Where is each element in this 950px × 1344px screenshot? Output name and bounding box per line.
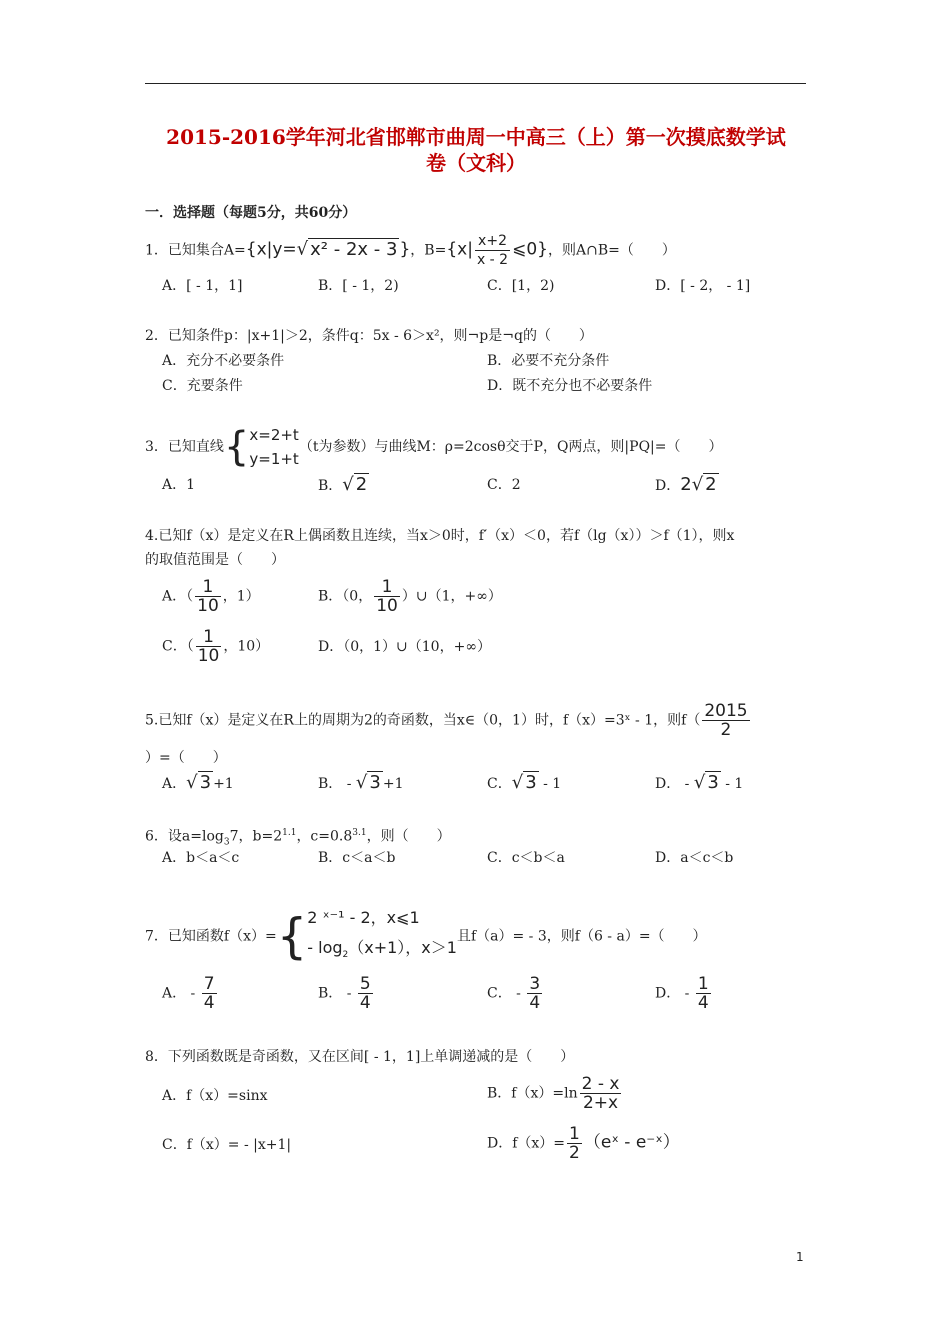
question-8: 8．下列函数既是奇函数，又在区间[ - 1，1]上单调递减的是（ ）	[145, 1049, 575, 1065]
q3-option-c: C．2	[487, 477, 521, 493]
q8-option-d: D．f（x）= $\frac{1}{2}$ （eˣ - e⁻ˣ）	[487, 1124, 680, 1163]
q1-option-b: B．[ - 1，2)	[318, 278, 399, 294]
q5-option-b: B． - √ 3 +1	[318, 772, 404, 793]
question-4-line-1: 4.已知f（x）是定义在R上偶函数且连续，当x＞0时，f′（x）＜0，若f（lg（x））＞f（1），则x	[145, 528, 735, 544]
q4-option-a: A．（ $\frac{1}{10}$ ，1）	[162, 577, 260, 616]
q6-option-d: D．a＜c＜b	[655, 850, 734, 866]
q8-option-a: A．f（x）=sinx	[162, 1088, 268, 1104]
question-2: 2．已知条件p：|x+1|＞2，条件q：5x - 6＞x²，则¬p是¬q的（ ）	[145, 328, 593, 344]
q7-option-b: B． - $\frac{5}{4}$	[318, 974, 371, 1013]
q2-option-a: A．充分不必要条件	[162, 353, 285, 369]
question-7: 7．已知函数f（x）={ 2 ˣ⁻¹ - 2，x⩽1 - $\log_2(x+1)$，x＞1 且f（a）= - 3，则f（6 - a）=（ ）	[145, 903, 707, 970]
q6-option-c: C．c＜b＜a	[487, 850, 565, 866]
q1-option-c: C．[1，2)	[487, 278, 555, 294]
q3-option-b: B．√ 2	[318, 474, 368, 495]
q1-option-d: D．[ - 2， - 1]	[655, 278, 751, 294]
question-5-line-2: ）=（ ）	[145, 750, 227, 766]
page-number: 1	[796, 1250, 804, 1264]
piecewise-cases: 2 ˣ⁻¹ - 2，x⩽1 - $\log_2(x+1)$，x＞1	[307, 908, 457, 961]
set-a-open: {x|y=	[245, 239, 297, 260]
question-4-line-2: 的取值范围是（ ）	[145, 552, 285, 568]
q4-option-b: B．（0， $\frac{1}{10}$ ）∪（1，+∞）	[318, 577, 502, 616]
exam-title	[120, 124, 832, 176]
q4-option-c: C．（ $\frac{1}{10}$ ，10）	[162, 627, 270, 666]
brace: {	[223, 424, 250, 470]
title-line-1: 2015-2016学年河北省邯郸市曲周一中高三（上）第一次摸底数学试	[166, 125, 786, 149]
title-line-2: 卷（文科）	[426, 151, 526, 175]
q7-option-a: A． - $\frac{7}{4}$	[162, 974, 215, 1013]
q5-option-d: D． - √ 3 - 1	[655, 772, 744, 793]
q5-option-a: A．√ 3 +1	[162, 772, 234, 793]
question-3: 3．已知直线{ x=2+t y=1+t （t为参数）与曲线M：ρ=2cosθ交于P，Q两点，则|PQ|=（ ）	[145, 424, 723, 470]
piecewise-brace: {	[276, 908, 308, 965]
question-1: 1．已知集合A={x|y=√ x² - 2x - 3 }，B={x| $\frac{x+2}{x - 2}$ ⩽0}，则A∩B=（ ）	[145, 233, 676, 268]
question-5-line-1: 5.已知f（x）是定义在R上的周期为2的奇函数，当x∈（0，1）时，f（x）=3ˣ - 1，则f（ $\frac{2015}{2}$	[145, 701, 748, 740]
section-heading: 一．选择题（每题5分，共60分）	[145, 205, 357, 221]
header-rule	[145, 83, 806, 84]
fraction: $\frac{x+2}{x - 2}$	[476, 233, 509, 268]
equation-system: x=2+t y=1+t	[249, 426, 299, 468]
q2-option-b: B．必要不充分条件	[487, 353, 610, 369]
q6-option-b: B．c＜a＜b	[318, 850, 396, 866]
q8-option-c: C．f（x）= - |x+1|	[162, 1137, 292, 1153]
q7-option-d: D． - $\frac{1}{4}$	[655, 974, 709, 1013]
q6-option-a: A．b＜a＜c	[162, 850, 240, 866]
q8-option-b: B．f（x）=ln $\frac{2 - x}{2+x}$	[487, 1074, 620, 1113]
sqrt-expression: √ x² - 2x - 3	[296, 238, 398, 260]
q2-option-c: C．充要条件	[162, 378, 243, 394]
q1-option-a: A．[ - 1，1]	[162, 278, 243, 294]
q3-option-a: A．1	[162, 477, 196, 493]
q5-option-c: C．√ 3 - 1	[487, 772, 562, 793]
q3-option-d: D．2√ 2	[655, 474, 717, 495]
q4-option-d: D．（0，1）∪（10，+∞）	[318, 639, 491, 655]
q2-option-d: D．既不充分也不必要条件	[487, 378, 653, 394]
q7-option-c: C． - $\frac{3}{4}$	[487, 974, 541, 1013]
question-6: 6．设$a=\log_37$，$b=2^{1.1}$，$c=0.8^{3.1}$，则（ ）	[145, 828, 451, 848]
